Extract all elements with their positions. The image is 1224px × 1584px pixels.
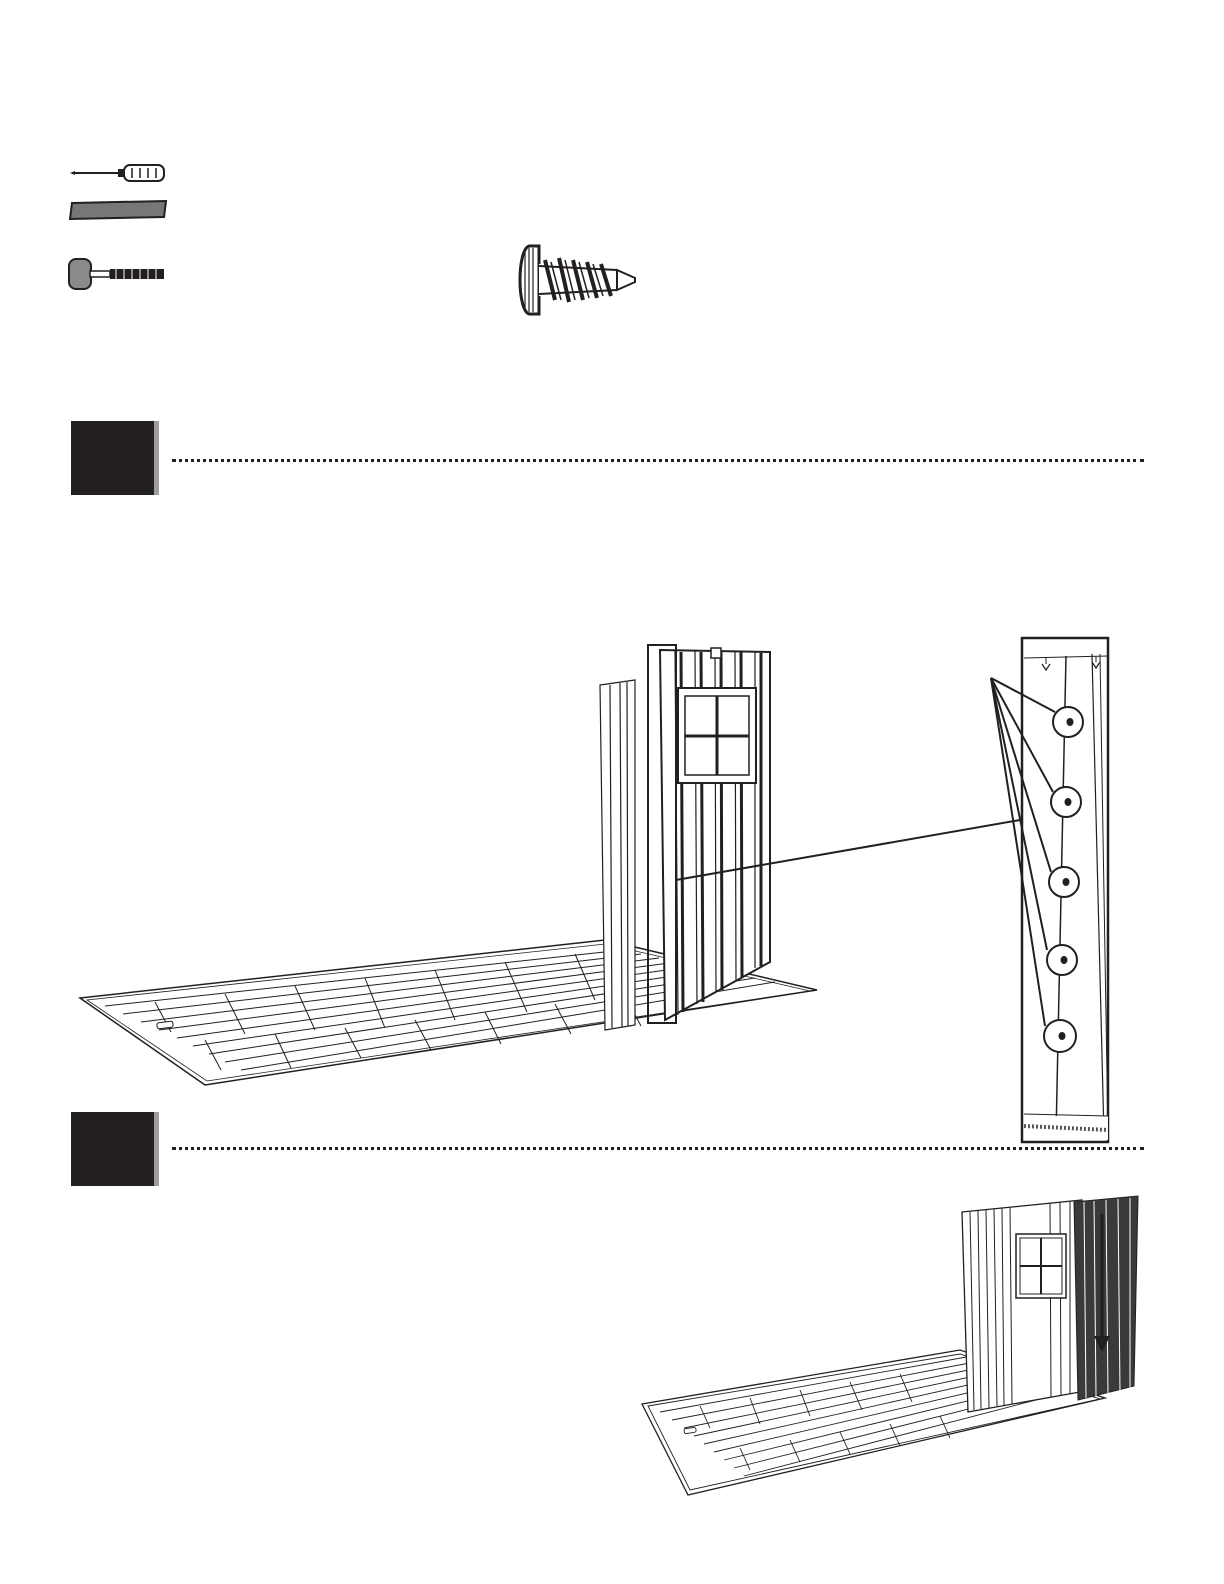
step-2-wall-floor-illustration xyxy=(640,1190,1145,1500)
step-2-badge xyxy=(71,1112,161,1186)
corner-panel xyxy=(600,680,635,1030)
window-wall-panel xyxy=(962,1200,1082,1412)
screwdriver-icon xyxy=(68,160,168,186)
step-1-wall-floor-illustration xyxy=(75,640,825,1090)
side-wall-panel xyxy=(1074,1196,1138,1400)
step-1-divider xyxy=(172,459,1144,462)
screw-pointer-lines xyxy=(985,670,1085,1070)
step-1-badge xyxy=(71,421,161,495)
rubber-mallet-icon xyxy=(66,256,170,292)
step-2-divider xyxy=(172,1147,1144,1150)
level-icon xyxy=(68,198,168,222)
screw-icon xyxy=(515,240,640,320)
step-1-number xyxy=(71,421,154,495)
step-2-number xyxy=(71,1112,154,1186)
